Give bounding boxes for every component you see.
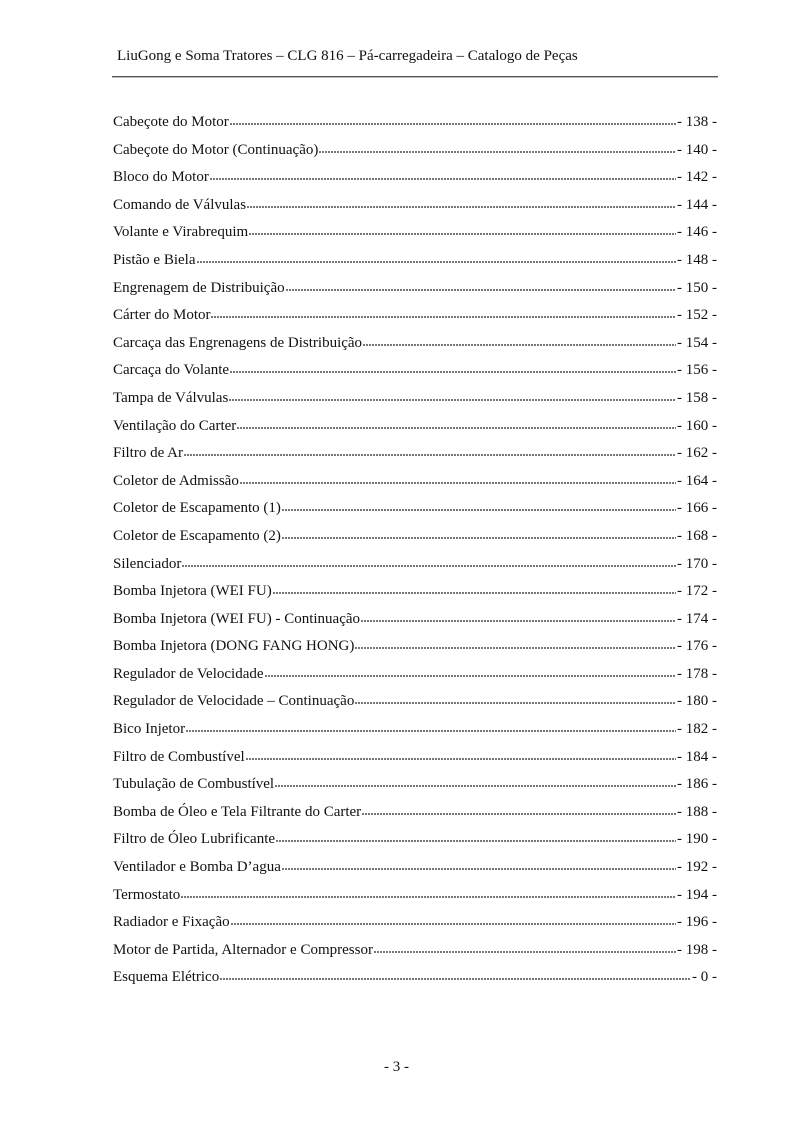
toc-entry-title: Pistão e Biela — [113, 251, 196, 268]
toc-leader-dots — [249, 222, 676, 236]
toc-leader-dots — [230, 112, 676, 126]
toc-entry-page: - 154 - — [677, 334, 717, 351]
toc-leader-dots — [282, 498, 676, 512]
toc-entry-page: - 140 - — [677, 141, 717, 158]
toc-entry-page: - 188 - — [677, 803, 717, 820]
table-of-contents — [113, 112, 717, 995]
toc-entry[interactable] — [113, 636, 717, 664]
toc-entry[interactable] — [113, 609, 717, 637]
toc-entry-title: Motor de Partida, Alternador e Compressor — [113, 941, 373, 958]
toc-leader-dots — [265, 664, 676, 678]
toc-leader-dots — [186, 719, 676, 733]
toc-entry[interactable] — [113, 360, 717, 388]
toc-entry-page: - 174 - — [677, 610, 717, 627]
page-number: - 3 - — [384, 1059, 409, 1075]
toc-entry-page: - 146 - — [677, 224, 717, 241]
toc-entry-title: Termostato — [113, 886, 181, 903]
toc-entry[interactable] — [113, 581, 717, 609]
toc-entry[interactable] — [113, 967, 717, 995]
toc-entry-page: - 148 - — [677, 251, 717, 268]
toc-entry-title: Bomba Injetora (WEI FU) — [113, 583, 272, 600]
toc-leader-dots — [282, 857, 676, 871]
toc-entry[interactable] — [113, 388, 717, 416]
toc-entry-page: - 160 - — [677, 417, 717, 434]
toc-entry[interactable] — [113, 195, 717, 223]
toc-entry-title: Coletor de Admissão — [113, 472, 239, 489]
toc-entry[interactable] — [113, 829, 717, 857]
toc-entry[interactable] — [113, 167, 717, 195]
toc-entry-title: Silenciador — [113, 555, 182, 572]
toc-entry-title: Filtro de Óleo Lubrificante — [113, 831, 276, 848]
header-rule — [112, 76, 718, 78]
toc-entry[interactable] — [113, 747, 717, 775]
toc-entry-page: - 182 - — [677, 721, 717, 738]
toc-entry-page: - 142 - — [677, 169, 717, 186]
toc-entry[interactable] — [113, 802, 717, 830]
toc-entry-title: Bomba de Óleo e Tela Filtrante do Carter — [113, 803, 362, 820]
toc-leader-dots — [374, 940, 676, 954]
toc-entry-title: Regulador de Velocidade – Continuação — [113, 693, 355, 710]
toc-entry-title: Engrenagem de Distribuição — [113, 279, 285, 296]
toc-leader-dots — [247, 195, 676, 209]
toc-leader-dots — [182, 554, 676, 568]
toc-entry-title: Carcaça do Volante — [113, 362, 230, 379]
toc-entry[interactable] — [113, 526, 717, 554]
toc-entry-title: Bico Injetor — [113, 721, 186, 738]
toc-leader-dots — [229, 388, 676, 402]
toc-entry-page: - 184 - — [677, 748, 717, 765]
toc-entry-title: Radiador e Fixação — [113, 914, 230, 931]
toc-entry-title: Bloco do Motor — [113, 169, 209, 186]
toc-entry-page: - 180 - — [677, 693, 717, 710]
toc-entry[interactable] — [113, 112, 717, 140]
toc-entry-title: Bomba Injetora (DONG FANG HONG) — [113, 638, 355, 655]
toc-leader-dots — [246, 747, 676, 761]
toc-entry-page: - 150 - — [677, 279, 717, 296]
toc-entry-title: Tampa de Válvulas — [113, 389, 229, 406]
toc-entry-title: Ventilação do Carter — [113, 417, 237, 434]
toc-leader-dots — [211, 305, 676, 319]
toc-entry-page: - 176 - — [677, 638, 717, 655]
toc-entry-title: Tubulação de Combustível — [113, 776, 275, 793]
toc-entry[interactable] — [113, 278, 717, 306]
toc-entry-page: - 0 - — [692, 969, 717, 986]
toc-leader-dots — [197, 250, 677, 264]
toc-entry[interactable] — [113, 305, 717, 333]
toc-leader-dots — [319, 140, 676, 154]
toc-entry[interactable] — [113, 664, 717, 692]
toc-entry-title: Cabeçote do Motor (Continuação) — [113, 141, 319, 158]
toc-entry-page: - 166 - — [677, 500, 717, 517]
toc-entry-title: Carcaça das Engrenagens de Distribuição — [113, 334, 363, 351]
toc-entry-title: Cabeçote do Motor — [113, 114, 229, 130]
toc-entry[interactable] — [113, 443, 717, 471]
toc-entry-page: - 152 - — [677, 307, 717, 324]
toc-entry[interactable] — [113, 250, 717, 278]
toc-entry-title: Filtro de Ar — [113, 445, 183, 462]
toc-entry[interactable] — [113, 471, 717, 499]
toc-leader-dots — [282, 526, 676, 540]
toc-entry[interactable] — [113, 691, 717, 719]
toc-entry[interactable] — [113, 554, 717, 582]
toc-entry-page: - 186 - — [677, 776, 717, 793]
toc-entry[interactable] — [113, 940, 717, 968]
toc-leader-dots — [363, 333, 676, 347]
toc-entry-page: - 168 - — [677, 527, 717, 544]
toc-leader-dots — [355, 636, 676, 650]
toc-entry-page: - 194 - — [677, 886, 717, 903]
toc-entry-page: - 144 - — [677, 196, 717, 213]
toc-entry-page: - 164 - — [677, 472, 717, 489]
toc-entry[interactable] — [113, 333, 717, 361]
page-header: LiuGong e Soma Tratores – CLG 816 – Pá-carregadeira – Catalogo de Peças — [117, 48, 578, 64]
toc-entry-title: Regulador de Velocidade — [113, 665, 264, 682]
toc-leader-dots — [286, 278, 676, 292]
toc-leader-dots — [184, 443, 676, 457]
toc-leader-dots — [355, 691, 676, 705]
toc-leader-dots — [240, 471, 676, 485]
toc-entry-title: Bomba Injetora (WEI FU) - Continuação — [113, 610, 361, 627]
toc-leader-dots — [231, 912, 676, 926]
toc-entry-title: Volante e Virabrequim — [113, 224, 249, 241]
toc-entry-title: Coletor de Escapamento (1) — [113, 500, 281, 517]
toc-entry-page: - 162 - — [677, 445, 717, 462]
toc-leader-dots — [237, 416, 676, 430]
toc-entry[interactable] — [113, 857, 717, 885]
toc-entry-title: Esquema Elétrico — [113, 969, 220, 986]
toc-leader-dots — [276, 829, 676, 843]
toc-entry[interactable] — [113, 912, 717, 940]
toc-entry-page: - 156 - — [677, 362, 717, 379]
toc-entry[interactable] — [113, 774, 717, 802]
toc-entry-title: Cárter do Motor — [113, 307, 211, 324]
toc-entry-page: - 170 - — [677, 555, 717, 572]
toc-entry[interactable] — [113, 222, 717, 250]
toc-entry-page: - 190 - — [677, 831, 717, 848]
toc-entry-page: - 138 - — [677, 114, 717, 130]
toc-leader-dots — [181, 885, 676, 899]
toc-entry-page: - 198 - — [677, 941, 717, 958]
toc-entry-page: - 158 - — [677, 389, 717, 406]
toc-entry-page: - 196 - — [677, 914, 717, 931]
toc-entry[interactable] — [113, 885, 717, 913]
toc-entry-title: Comando de Válvulas — [113, 196, 247, 213]
toc-entry[interactable] — [113, 719, 717, 747]
toc-entry-page: - 192 - — [677, 859, 717, 876]
toc-entry-page: - 178 - — [677, 665, 717, 682]
toc-leader-dots — [362, 802, 676, 816]
toc-entry-title: Coletor de Escapamento (2) — [113, 527, 281, 544]
toc-entry[interactable] — [113, 416, 717, 444]
toc-leader-dots — [230, 360, 676, 374]
toc-entry[interactable] — [113, 140, 717, 168]
toc-entry-title: Filtro de Combustível — [113, 748, 245, 765]
toc-leader-dots — [220, 967, 691, 981]
toc-entry[interactable] — [113, 498, 717, 526]
toc-leader-dots — [361, 609, 676, 623]
toc-entry-page: - 172 - — [677, 583, 717, 600]
toc-leader-dots — [210, 167, 676, 181]
toc-leader-dots — [275, 774, 676, 788]
toc-leader-dots — [273, 581, 676, 595]
toc-entry-title: Ventilador e Bomba D’agua — [113, 859, 281, 876]
